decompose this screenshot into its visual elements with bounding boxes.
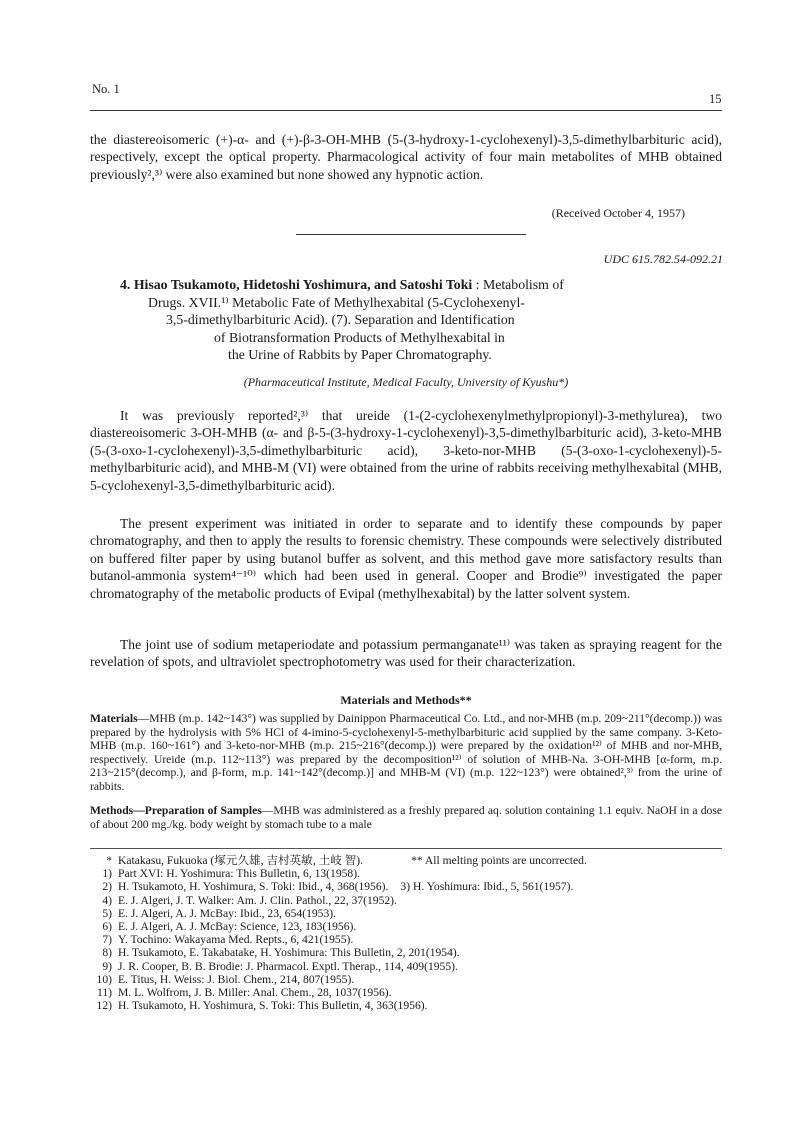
footnote-rule	[90, 848, 722, 849]
title-line-1	[120, 276, 720, 294]
materials-label: Materials	[90, 712, 138, 725]
previous-article-tail: the diastereoisomeric (+)-α- and (+)-β-3-OH-MHB (5-(3-hydroxy-1-cyclohexenyl)-3,5-dimethylbarbituric acid), respectively, except the optical property. Pharmacological activity of four main metabolites of MHB obtained previously²,³⁾ were also examined but none showed any hypnotic action.	[90, 132, 722, 182]
title-line-4: of Biotransformation Products of Methylhexabital in	[214, 329, 505, 345]
title-line-1-text: : Metabolism of	[475, 277, 564, 292]
footnote: 4) E. J. Algeri, J. T. Walker: Am. J. Clin. Pathol., 22, 37(1952).	[102, 893, 397, 907]
title-line-2: Drugs. XVII.¹⁾ Metabolic Fate of Methylhexabital (5-Cyclohexenyl-	[148, 294, 525, 310]
methods-label: Methods—Preparation of Samples	[90, 804, 262, 817]
footnotes	[90, 854, 730, 1012]
journal-number: No. 1	[92, 82, 120, 96]
methods-text: —MHB was administered as a freshly prepared aq. solution containing 1.1 equiv. NaOH in a dose of about 200 mg./kg. body weight by stomach tube to a male	[90, 804, 722, 831]
received-date: (Received October 4, 1957)	[551, 206, 685, 220]
article-authors: Hisao Tsukamoto, Hidetoshi Yoshimura, and Satoshi Toki	[133, 277, 473, 292]
footnote: 5) E. J. Algeri, A. J. McBay: Ibid., 23, 654(1953).	[102, 906, 337, 920]
section-heading: Materials and Methods**	[340, 693, 472, 707]
footnote: 12) H. Tsukamoto, H. Yoshimura, S. Toki: This Bulletin, 4, 363(1956).	[96, 999, 428, 1013]
footnote: 10) E. Titus, H. Weiss: J. Biol. Chem., 214, 807(1955).	[96, 972, 355, 986]
methods-paragraph	[90, 804, 722, 831]
header-rule	[90, 110, 722, 111]
article-title-block	[120, 276, 720, 364]
footnote: 9) J. R. Cooper, B. B. Brodie: J. Pharmacol. Exptl. Therap., 114, 409(1955).	[102, 959, 458, 973]
intro-paragraph-2: The present experiment was initiated in order to separate and to identify these compounds by paper chromatography, and then to apply the results to forensic chemistry. These compounds were selectively distributed on buffered filter paper by using butanol buffer as solvent, and this method gave more satisfactory results than butanol-ammonia system⁴⁻¹⁰⁾ which had been used in general. Cooper and Brodie⁹⁾ investigated the paper chromatography of the metabolic products of Evipal (methylhexabital) by the latter solvent system.	[90, 516, 722, 601]
intro-paragraph-1: It was previously reported²,³⁾ that ureide (1-(2-cyclohexenylmethylpropionyl)-3-methylurea), two diastereoisomeric 3-OH-MHB (α- and β-5-(3-hydroxy-1-cyclohexenyl)-3,5-dimethylbarbituric acid), 3-keto-MHB (5-(3-oxo-1-cyclohexenyl)-3,5-dimethylbarbituric acid), 3-keto-nor-MHB (5-(3-oxo-1-cyclohexenyl)-5-methylbarbituric acid), and MHB-M (VI) were obtained from the urine of rabbits receiving methylhexabital (MHB, 5-cyclohexenyl-3,5-dimethylbarbituric acid).	[90, 408, 722, 493]
intro-paragraph-3: The joint use of sodium metaperiodate and potassium permanganate¹¹⁾ was taken as spraying reagent for the revelation of spots, and ultraviolet spectrophotometry was used for their characterization.	[90, 637, 722, 670]
footnote: 2) H. Tsukamoto, H. Yoshimura, S. Toki: Ibid., 4, 368(1956). 3) H. Yoshimura: Ibid., 5, 561(1957).	[102, 880, 574, 894]
affiliation: (Pharmaceutical Institute, Medical Faculty, University of Kyushu*)	[243, 375, 569, 389]
materials-paragraph	[90, 712, 722, 794]
page-number: 15	[709, 92, 722, 106]
udc-code: UDC 615.782.54-092.21	[603, 252, 723, 266]
title-line-3: 3,5-dimethylbarbituric Acid). (7). Separation and Identification	[166, 312, 515, 328]
article-number: 4.	[120, 277, 131, 292]
footnote: 1) Part XVI: H. Yoshimura: This Bulletin, 6, 13(1958).	[102, 867, 360, 881]
title-line-5: the Urine of Rabbits by Paper Chromatography.	[228, 347, 492, 363]
footnote: * Katakasu, Fukuoka (塚元久雄, 吉村英敏, 土岐 智). ** All melting points are uncorrected.	[106, 854, 587, 867]
footnote: 7) Y. Tochino: Wakayama Med. Repts., 6, 421(1955).	[102, 933, 354, 947]
footnote: 11) M. L. Wolfrom, J. B. Miller: Anal. Chem., 28, 1037(1956).	[96, 986, 392, 1000]
footnote: 6) E. J. Algeri, A. J. McBay: Science, 123, 183(1956).	[102, 920, 357, 934]
article-separator	[296, 234, 526, 235]
materials-text: —MHB (m.p. 142~143°) was supplied by Dainippon Pharmaceutical Co. Ltd., and nor-MHB (m.p. 209~211°(decomp.)) was prepared by the hydrolysis with 5% HCl of 4-imino-5-cyclohexenyl-5-methylbarbituric acid supplied by the same company. 3-Keto-MHB (m.p. 160~161°) and 3-keto-nor-MHB (m.p. 215~216°(decomp.)) were prepared by the oxidation¹²⁾ of MHB and nor-MHB, respectively. Ureide (m.p. 112~113°) was prepared by the decomposition¹²⁾ of solution of MHB-Na. 3-OH-MHB [α-form, m.p. 213~215°(decomp.), and β-form, m.p. 141~142°(decomp.)] and MHB-M (VI) (m.p. 122~123°) were obtained²,³⁾ from the urine of rabbits.	[90, 712, 722, 793]
footnote: 8) H. Tsukamoto, E. Takabatake, H. Yoshimura: This Bulletin, 2, 201(1954).	[102, 946, 460, 960]
